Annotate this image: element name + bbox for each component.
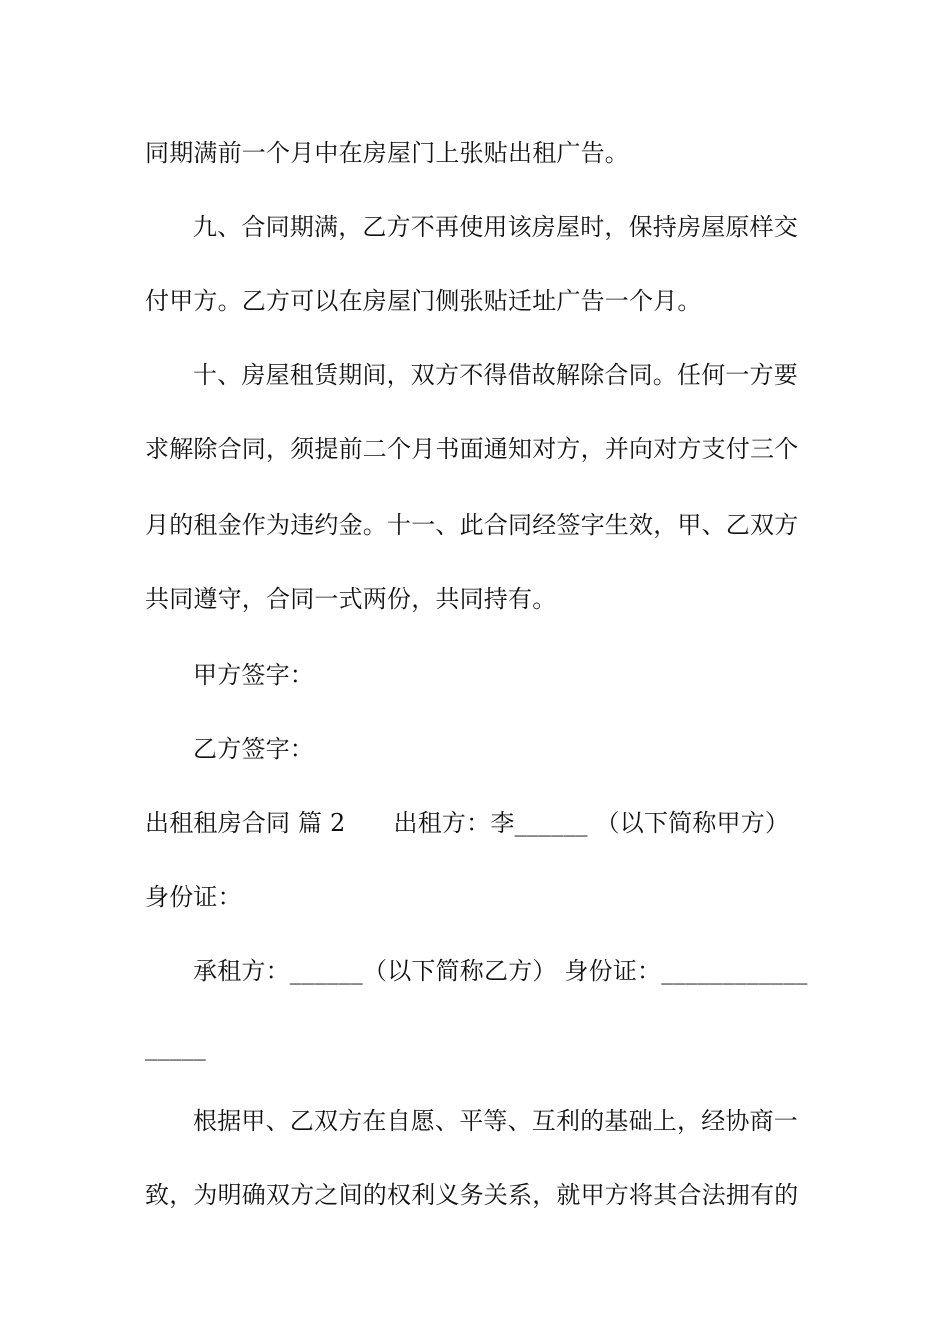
lessee-line: 承租方：______（以下简称乙方） 身份证：____________ (193, 957, 808, 985)
signature-party-b: 乙方签字： (193, 735, 314, 763)
section-header-line (145, 808, 789, 838)
paragraph-line: 月的租金作为违约金。十一、此合同经签字生效，甲、乙双方 (145, 511, 799, 539)
paragraph-line: 致，为明确双方之间的权利义务关系，就甲方将其合法拥有的 (145, 1181, 799, 1209)
paragraph-line: 九、合同期满，乙方不再使用该房屋时，保持房屋原样交 (193, 213, 798, 241)
id-card-line: 身份证： (145, 883, 242, 911)
section-title: 出租租房合同 篇 2 (145, 809, 346, 837)
paragraph-line: 求解除合同，须提前二个月书面通知对方，并向对方支付三个 (145, 435, 799, 463)
paragraph-line: 共同遵守，合同一式两份，共同持有。 (145, 585, 557, 613)
signature-party-a: 甲方签字： (193, 661, 314, 689)
blank-continuation-line: _____ (145, 1033, 206, 1061)
paragraph-line: 十、房屋租赁期间，双方不得借故解除合同。任何一方要 (193, 361, 798, 389)
paragraph-line: 根据甲、乙双方在自愿、平等、互利的基础上，经协商一 (193, 1107, 798, 1135)
paragraph-line: 付甲方。乙方可以在房屋门侧张贴迁址广告一个月。 (145, 287, 702, 315)
paragraph-line: 同期满前一个月中在房屋门上张贴出租广告。 (145, 139, 629, 167)
lessor-line: 出租方：李______ （以下简称甲方） (393, 809, 790, 837)
